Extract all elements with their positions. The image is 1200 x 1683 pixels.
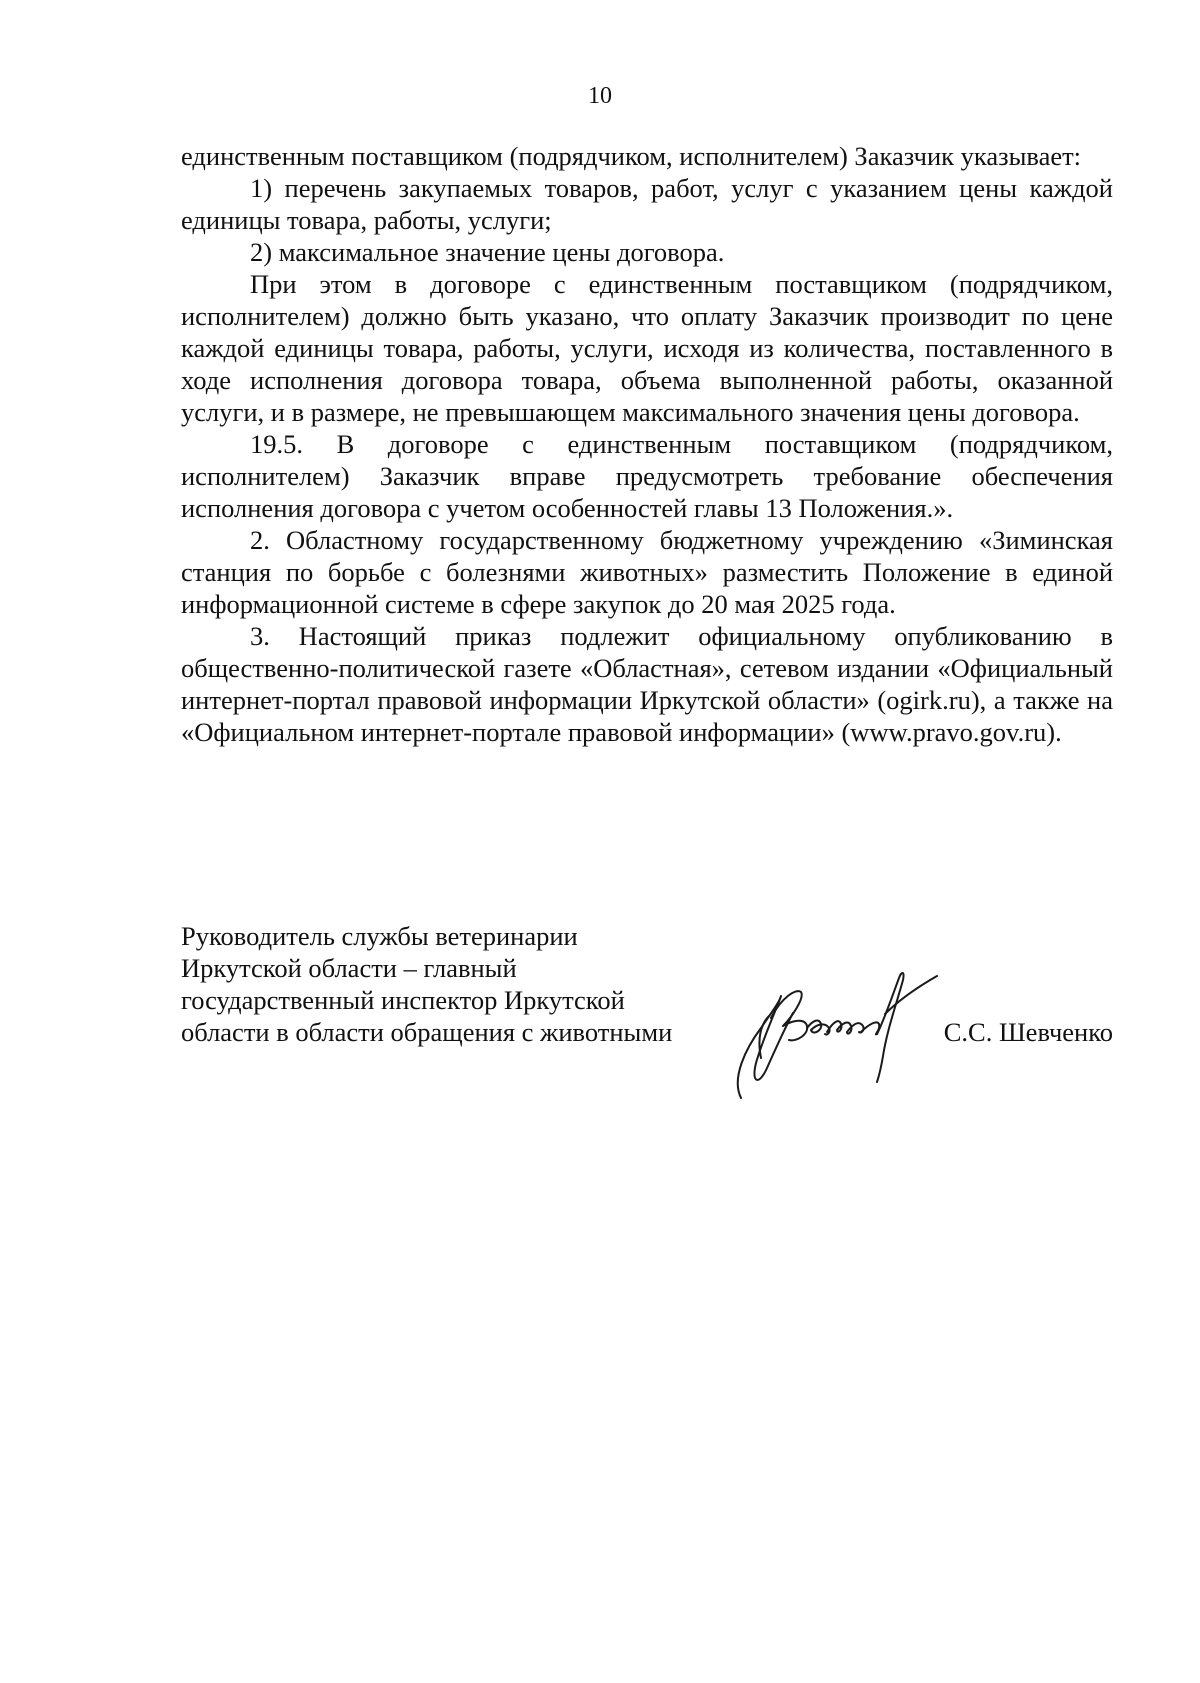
document-body (181, 140, 1113, 748)
handwritten-signature (701, 958, 951, 1108)
paragraph-item-2: 2. Областному государственному бюджетному учреждению «Зиминская станция по борьбе с болезнями животных» разместить Положение в единой информационной системе в сфере закупок до 20 мая 2025 года. (181, 525, 1113, 619)
page-number: 10 (588, 83, 612, 109)
paragraph-payment-terms: При этом в договоре с единственным поставщиком (подрядчиком, исполнителем) должно быть указано, что оплату Заказчик производит по цене каждой единицы товара, работы, услуги, исходя из количества, поставленного в ходе исполнения договора товара, объема выполненной работы, оказанной услуги, и в размере, не превышающем максимального значения цены договора. (181, 269, 1113, 427)
signature-block (181, 920, 1113, 1120)
paragraph-item-3: 3. Настоящий приказ подлежит официальному опубликованию в общественно-политической газете «Областная», сетевом издании «Официальный интернет-портал правовой информации Иркутской области» (ogirk.ru), а также на «Официальном интернет-портале правовой информации» (www.pravo.gov.ru). (181, 621, 1113, 747)
paragraph-intro: единственным поставщиком (подрядчиком, исполнителем) Заказчик указывает: (181, 141, 1082, 171)
signatory-position-line: Руководитель службы ветеринарии (181, 921, 578, 951)
signatory-name: С.С. Шевченко (943, 1017, 1113, 1047)
signatory-position-line: Иркутской области – главный (181, 953, 517, 983)
signatory-position-line: государственный инспектор Иркутской (181, 985, 625, 1015)
list-item-2: 2) максимальное значение цены договора. (250, 237, 725, 267)
signatory-position-line: области в области обращения с животными (181, 1017, 673, 1047)
paragraph-19-5: 19.5. В договоре с единственным поставщиком (подрядчиком, исполнителем) Заказчик вправе предусмотреть требование обеспечения исполнения договора с учетом особенностей главы 13 Положения.». (181, 429, 1113, 523)
signatory-position (181, 920, 721, 1048)
list-item-1: 1) перечень закупаемых товаров, работ, услуг с указанием цены каждой единицы товара, работы, услуги; (181, 173, 1113, 235)
